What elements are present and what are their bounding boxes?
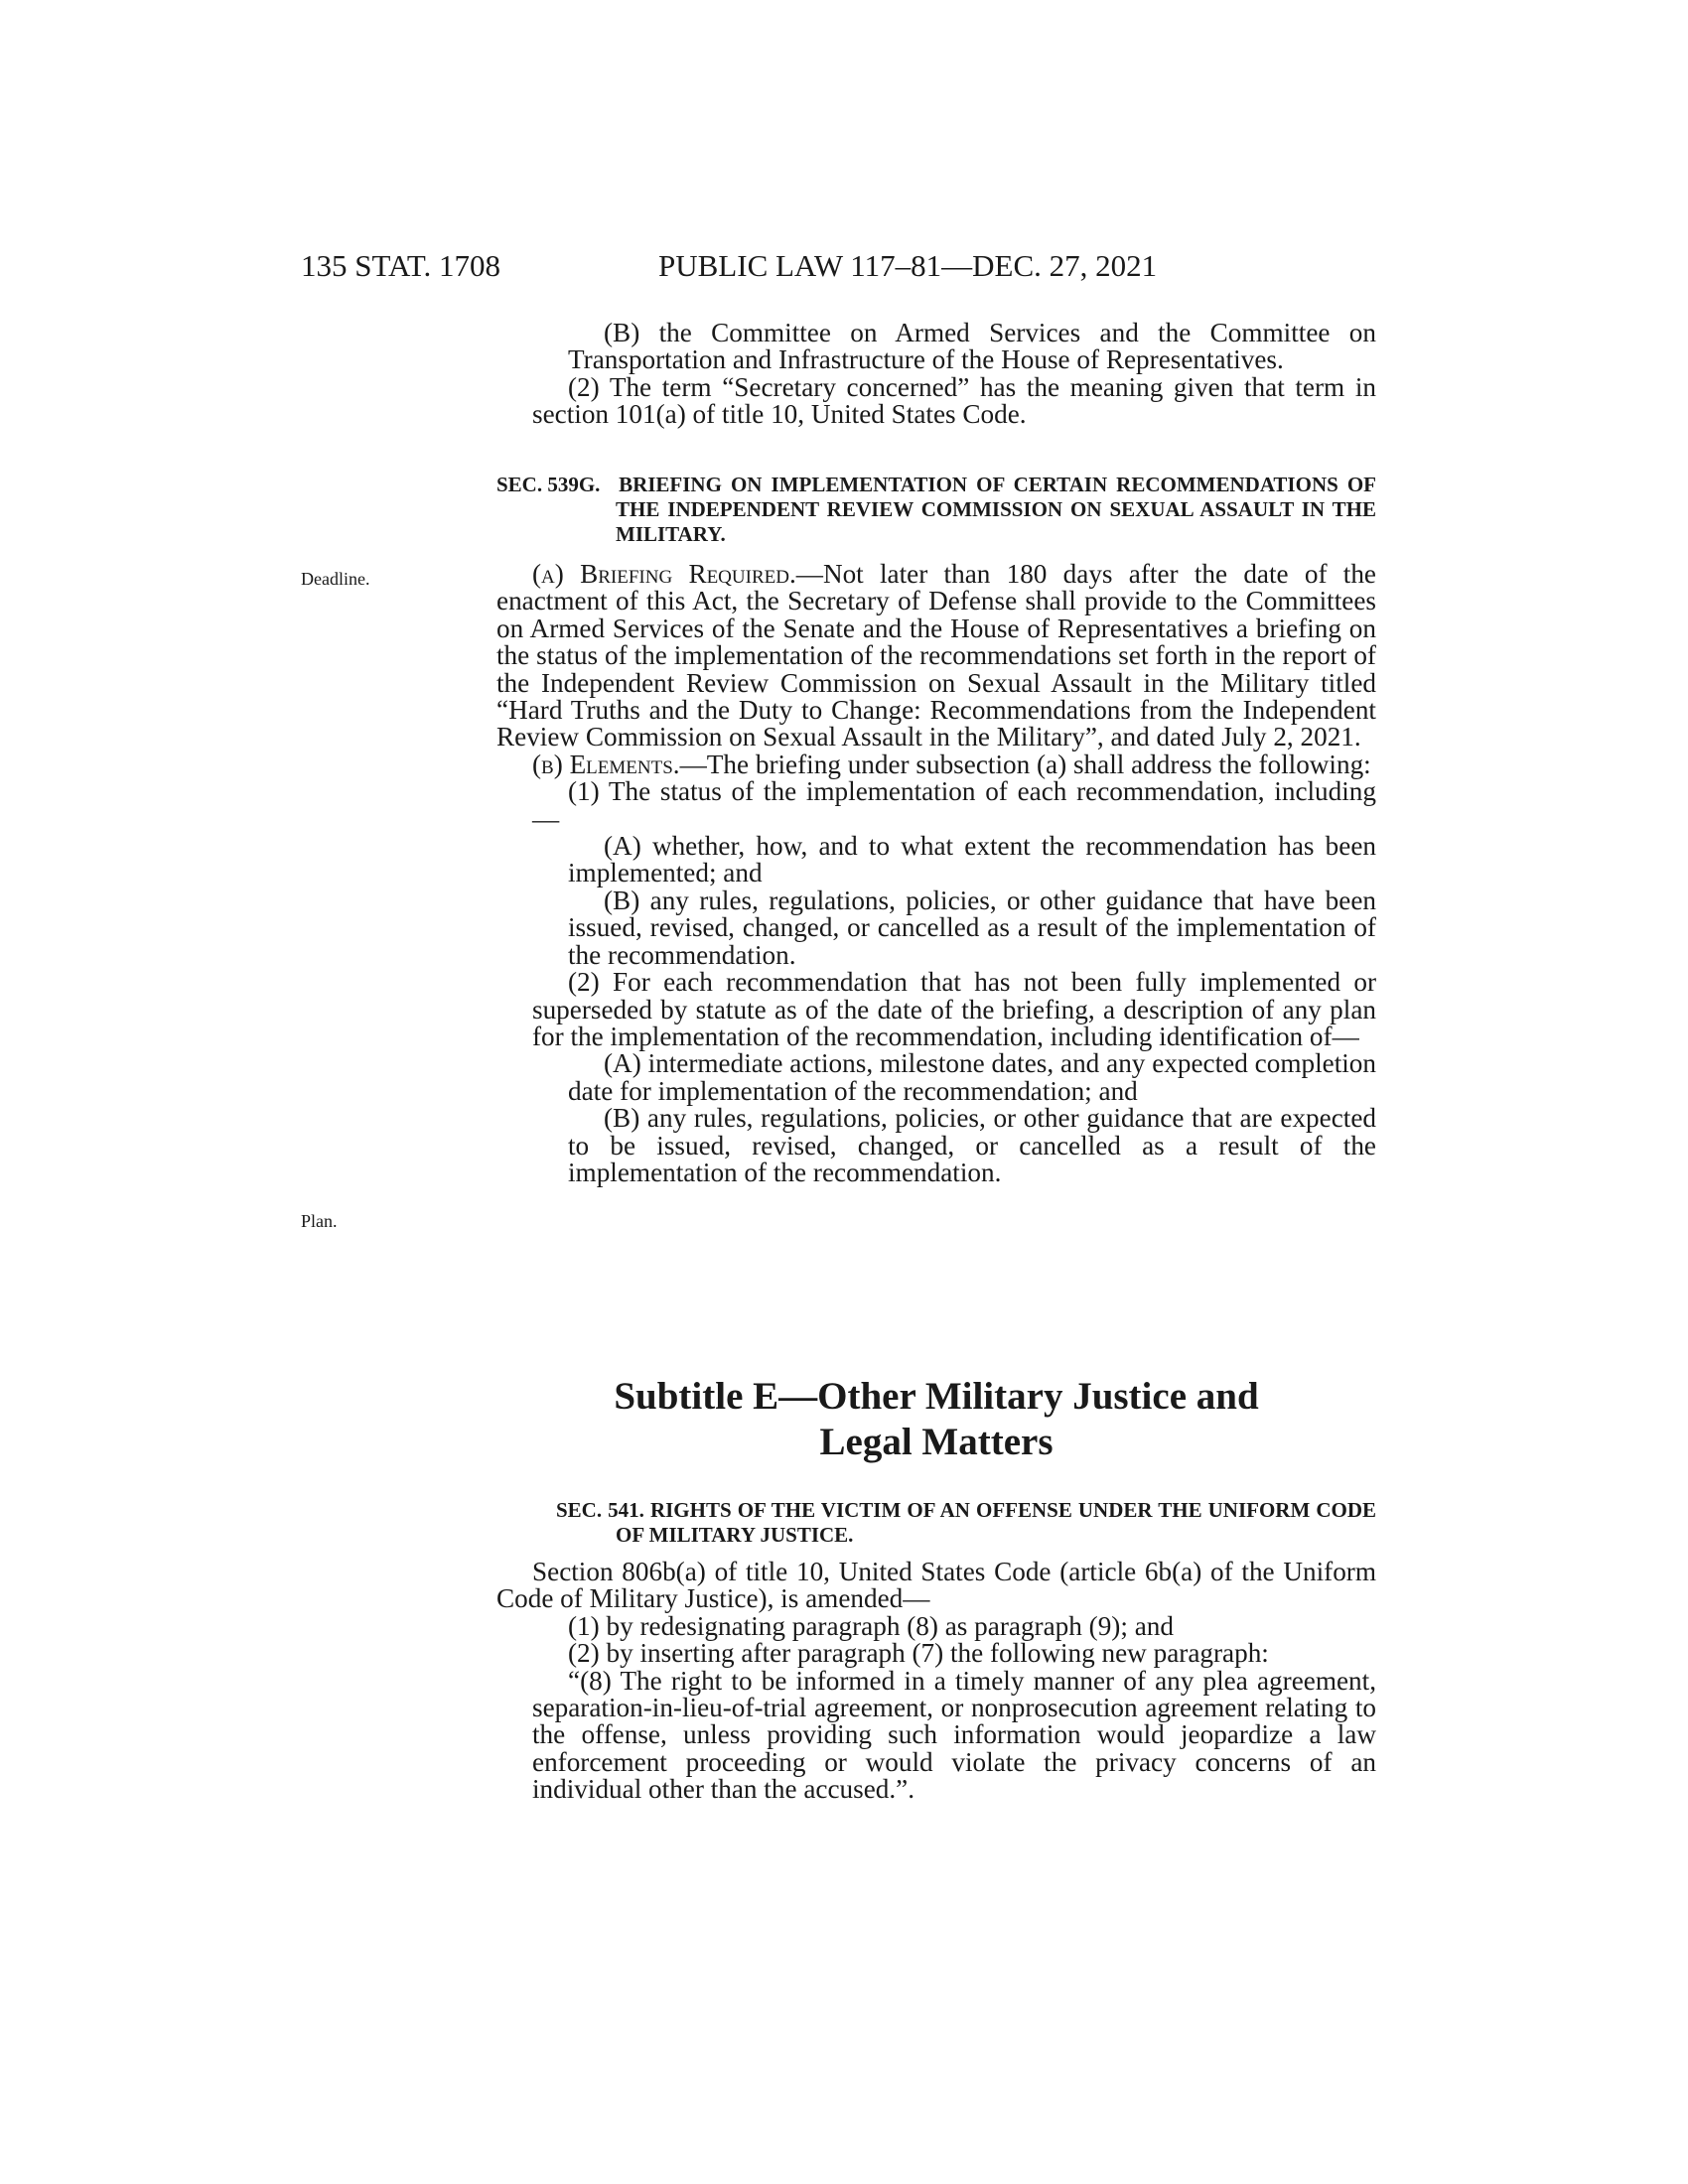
section-541-body — [496, 1559, 1376, 1804]
margin-note-plan: Plan. — [301, 1211, 338, 1231]
subparagraph-b1a: (A) whether, how, and to what extent the recommendation has been implemented; and — [568, 831, 1376, 888]
top-continuation — [496, 320, 1376, 429]
subtitle-line-2: Legal Matters — [819, 1421, 1054, 1463]
section-541-heading — [496, 1498, 1376, 1548]
section-539g-body — [496, 561, 1376, 1186]
subparagraph-b2b: (B) any rules, regulations, policies, or other guidance that are expected to be issued, revised, changed, or cancelled as a result of the implementation of the recommendation. — [568, 1103, 1376, 1187]
subparagraph-b2a: (A) intermediate actions, milestone dates, and any expected completion date for implementation of the recommendation; and — [568, 1048, 1376, 1106]
subsection-a-heading: (a) Briefing Required. — [532, 559, 796, 589]
subsection-b-heading: (b) Elements. — [532, 749, 680, 779]
section-label: SEC. 541. — [556, 1498, 644, 1522]
subparagraph-b1b: (B) any rules, regulations, policies, or other guidance that have been issued, revised, changed, or cancelled as a result of the implementation of the recommendation. — [568, 885, 1376, 970]
section-541-quoted-paragraph: “(8) The right to be informed in a timely manner of any plea agreement, separation-in-lieu-of-trial agreement, or nonprosecution agreement relating to the offense, unless providing such information would jeopardize a law enforcement proceeding or would violate the privacy concerns of an individual other than the accused.”. — [532, 1665, 1376, 1805]
subsection-b-text: —The briefing under subsection (a) shall address the following: — [679, 749, 1371, 779]
subsection-b — [496, 751, 1376, 778]
section-541-paragraph-1: (1) by redesignating paragraph (8) as paragraph (9); and — [568, 1610, 1174, 1641]
subtitle-line-1: Subtitle E—Other Military Justice and — [614, 1375, 1259, 1418]
paragraph-b2: (2) For each recommendation that has not been fully implemented or superseded by statute as of the date of the briefing, a description of any plan for the implementation of the recommendation, including identification of— — [532, 967, 1376, 1051]
paragraph-b1: (1) The status of the implementation of each recommendation, including— — [532, 776, 1376, 834]
paragraph-2-definition: (2) The term “Secretary concerned” has the meaning given that term in section 101(a) of title 10, United States Code. — [532, 371, 1376, 430]
section-541-paragraph-2: (2) by inserting after paragraph (7) the following new paragraph: — [568, 1638, 1269, 1669]
section-541-intro: Section 806b(a) of title 10, United States Code (article 6b(a) of the Uniform Code of Military Justice), is amended— — [496, 1557, 1376, 1614]
margin-note-deadline: Deadline. — [301, 569, 370, 589]
section-title: RIGHTS OF THE VICTIM OF AN OFFENSE UNDER THE UNIFORM CODE OF MILITARY JUSTICE. — [616, 1498, 1376, 1547]
page-header-title: PUBLIC LAW 117–81—DEC. 27, 2021 — [658, 248, 1158, 283]
section-label: SEC. 539G. — [496, 473, 601, 496]
subtitle-block — [496, 1374, 1376, 1465]
section-title: BRIEFING ON IMPLEMENTATION OF CERTAIN RECOMMENDATIONS OF THE INDEPENDENT REVIEW COMMISSION ON SEXUAL ASSAULT IN THE MILITARY. — [616, 473, 1376, 546]
subsection-a — [496, 561, 1376, 751]
paragraph-b-committee: (B) the Committee on Armed Services and the Committee on Transportation and Infrastructure of the House of Representatives. — [568, 318, 1376, 375]
section-539g-heading — [496, 473, 1376, 547]
page-stat-number: 135 STAT. 1708 — [301, 248, 501, 283]
subsection-a-text: —Not later than 180 days after the date of the enactment of this Act, the Secretary of Defense shall provide to the Committees on Armed Services of the Senate and the House of Representatives a briefing on the status of the implementation of the recommendations set forth in the report of the Independent Review Commission on Sexual Assault in the Military titled “Hard Truths and the Duty to Change: Recommendations from the Independent Review Commission on Sexual Assault in the Military”, and dated July 2, 2021. — [496, 559, 1376, 752]
